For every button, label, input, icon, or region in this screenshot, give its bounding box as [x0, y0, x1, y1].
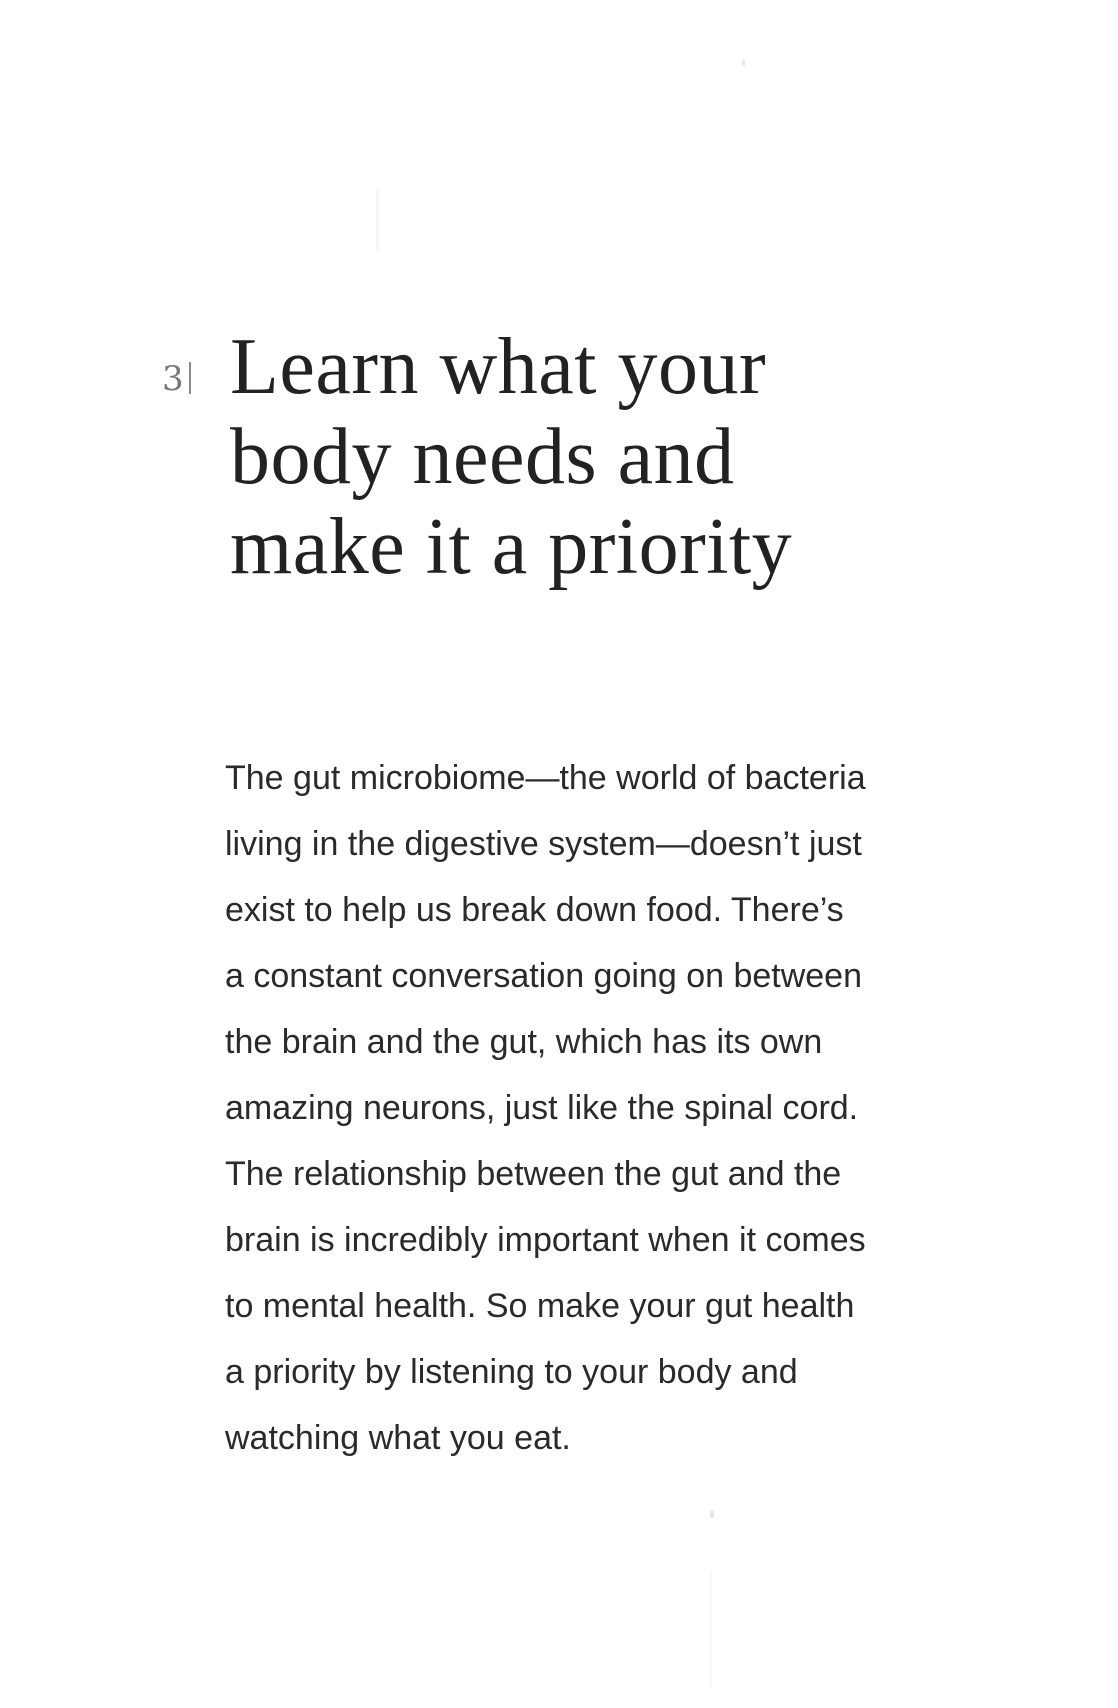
title-line: make it a priority — [230, 503, 793, 591]
section-number-divider — [189, 362, 191, 394]
page-title — [230, 322, 990, 592]
scan-speck — [742, 60, 745, 66]
body-line: to mental health. So make your gut health — [225, 1287, 855, 1325]
body-line: the brain and the gut, which has its own — [225, 1023, 823, 1061]
scan-speck — [710, 1570, 712, 1690]
body-line: amazing neurons, just like the spinal cord. — [225, 1089, 859, 1127]
body-line: brain is incredibly important when it comes — [225, 1221, 866, 1259]
title-line: body needs and — [230, 413, 735, 501]
body-paragraph — [225, 745, 995, 1471]
section-number — [162, 359, 191, 399]
scan-speck — [710, 1510, 714, 1518]
body-line: The relationship between the gut and the — [225, 1155, 842, 1193]
body-line: exist to help us break down food. There’s — [225, 891, 844, 929]
body-line: The gut microbiome—the world of bacteria — [225, 759, 866, 797]
scan-speck — [376, 190, 379, 250]
body-line: watching what you eat. — [225, 1419, 571, 1457]
body-line: a priority by listening to your body and — [225, 1353, 798, 1391]
body-line: living in the digestive system—doesn’t just — [225, 825, 862, 863]
title-line: Learn what your — [230, 323, 767, 411]
section-number-text: 3 — [162, 359, 184, 399]
body-line: a constant conversation going on between — [225, 957, 863, 995]
